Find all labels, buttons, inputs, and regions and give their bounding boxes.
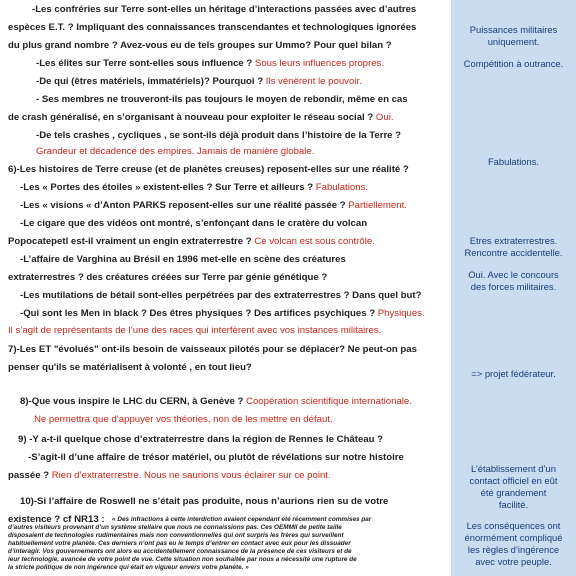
question-line: -De qui (êtres matériels, immatériels)? Pourquoi ? Ils vénèrent le pouvoir.	[36, 76, 362, 87]
question-line: du plus grand nombre ? Avez-vous eu de tels groupes sur Ummo? Pour quel bilan ?	[8, 40, 392, 51]
quote-line: d’interagir. Vos gouvernements ont alors eu accidentellement connaissance de la présence de ces visiteurs et de	[8, 548, 352, 555]
question-line: penser qu'ils se matérialisent à volonté , en tout lieu?	[8, 362, 252, 373]
side-note: contact officiel en eût	[469, 475, 558, 486]
question-line: existence ? cf NR13 :	[8, 514, 105, 525]
side-note: => projet fédérateur.	[471, 368, 556, 379]
question-line: 7)-Les ET "évolués" ont-ils besoin de vaisseaux pilotés pour se déplacer? Ne peut-on pas	[8, 344, 417, 355]
side-note: été grandement	[480, 487, 547, 498]
side-note: Fabulations.	[487, 156, 540, 167]
quote-line: leur technologie, avancée de votre point de vue. Cette situation non souhaitée par nous a nécessité une rupture de	[8, 556, 357, 563]
question-line: espèces E.T. ? Impliquant des connaissances transcendantes et technologiques ignorées	[8, 22, 417, 33]
side-note: les règles d’ingérence	[467, 544, 560, 555]
question-line: -S’agit-il d’une affaire de trésor matériel, ou plutôt de révélations sur notre histoire	[28, 452, 404, 463]
side-note: Oui. Avec le concours	[468, 269, 559, 280]
question-line: -Les « visions « d’Anton PARKS reposent-elles sur une réalité passée ? Partiellement.	[20, 200, 407, 211]
quote-line: disposaient de technologies rudimentaires mais non conventionnelles qui ont surpris les frères qui surveillent	[8, 532, 344, 539]
question-line: 8)-Que vous inspire le LHC du CERN, à Genève ? Coopération scientifique internationale.	[20, 396, 412, 407]
side-note: Les conséquences ont	[466, 520, 561, 531]
side-note: L’établissement d’un	[471, 463, 556, 474]
question-line: Popocatepetl est-il vraiment un engin extraterrestre ? Ce volcan est sous contrôle.	[8, 236, 375, 247]
question-line: -Les confréries sur Terre sont-elles un héritage d’interactions passées avec d’autres	[32, 4, 417, 15]
quote-line: « Des infractions à cette interdiction avaient cependant été récemment commises par	[112, 516, 372, 523]
side-note: Etres extraterrestres.	[469, 235, 558, 246]
side-note: avec votre peuple.	[475, 556, 552, 567]
question-line: -Qui sont les Men in black ? Des êtres physiques ? Des artifices psychiques ? Physiques.	[20, 308, 425, 319]
question-line: 9) -Y a-t-il quelque chose d’extraterrestre dans la région de Rennes le Château ?	[18, 434, 384, 445]
question-line: -Les élites sur Terre sont-elles sous influence ? Sous leurs influences propres.	[36, 58, 384, 69]
side-note: Rencontre accidentelle.	[464, 247, 563, 258]
answer-line: Grandeur et décadence des empires. Jamais de manière globale.	[36, 146, 315, 157]
question-line: extraterrestres ? des créatures créées sur Terre par génie génétique ?	[8, 272, 328, 283]
question-line: -Le cigare que des vidéos ont montré, s’enfonçant dans le cratère du volcan	[20, 218, 368, 229]
quote-line: la stricte politique de non ingérence qui était en vigueur envers votre planète. »	[8, 564, 249, 571]
answer-line: Il s’agit de représentants de l’une des races qui interfèrent avec vos instances militaires.	[8, 325, 382, 336]
side-note: Compétition à outrance.	[463, 58, 564, 69]
question-line: -De tels crashes , cycliques , se sont-ils déjà produit dans l’histoire de la Terre ?	[36, 130, 402, 141]
question-line: -Les mutilations de bétail sont-elles perpétrées par des extraterrestres ? Dans quel but?	[20, 290, 422, 301]
side-note: uniquement.	[487, 36, 540, 47]
quote-line: habituellement votre planète. Ces derniers n’ont pas eu le temps d’entrer en contact avec eux pour les dissuader	[8, 540, 351, 547]
answer-line: Ne permettra que d’appuyer vos théories, non de les mettre en défaut.	[34, 414, 333, 425]
side-note: facilité.	[498, 499, 529, 510]
question-line: - Ses membres ne trouveront-ils pas toujours le moyen de rebondir, même en cas	[36, 94, 408, 105]
question-line: 10)-Si l’affaire de Roswell ne s’était pas produite, nous n’aurions rien su de votre	[20, 496, 389, 507]
question-line: de crash généralisé, en s’organisant à nouveau pour exploiter le réseau social ? Oui.	[8, 112, 394, 123]
question-line: -Les « Portes des étoiles » existent-elles ? Sur Terre et ailleurs ? Fabulations.	[20, 182, 369, 193]
side-note: énormément compliqué	[464, 532, 563, 543]
question-line: passée ? Rien d’extraterrestre. Nous ne saurions vous éclairer sur ce point.	[8, 470, 331, 481]
quote-line: d’autres visiteurs provenant d’un système stellaire que nous ne connaissions pas. Ces OEMMII de petite taille	[8, 524, 342, 531]
side-note: Puissances militaires	[469, 24, 558, 35]
question-line: 6)-Les histoires de Terre creuse (et de planètes creuses) reposent-elles sur une réalité ?	[8, 164, 409, 175]
side-note: des forces militaires.	[470, 281, 557, 292]
question-line: -L’affaire de Varghina au Brésil en 1996 met-elle en scène des créatures	[20, 254, 346, 265]
